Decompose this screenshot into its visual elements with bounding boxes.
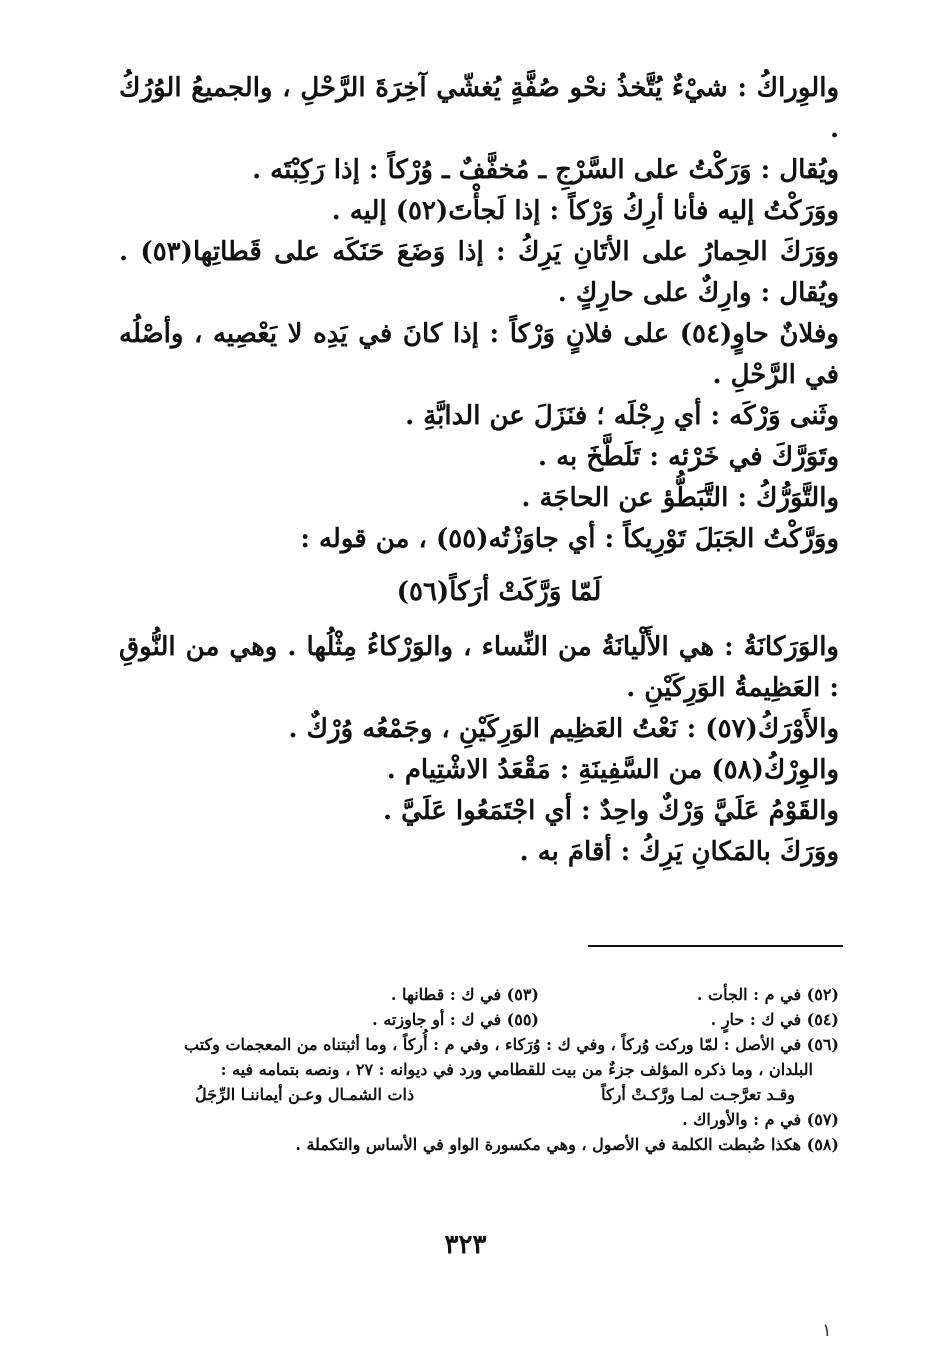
footnote-row — [109, 982, 839, 1007]
paragraph: وثَنى وَرْكَه : أي رِجْلَه ؛ فنَزَلَ عن الدابَّةِ . — [405, 401, 839, 431]
verse-second-hemistich: ذات الشمـال وعـن أيماننـا الرِّجَلُ — [195, 1085, 415, 1104]
footnote-54: (٥٤) في ك : حارٍ . — [710, 1010, 839, 1029]
paragraph: والوَرَكانَةُ : هي الأَلْيانَةُ من النِّساء ، والوَرْكاءُ مِثْلُها . وهي من النُّوقِ : العَظِيمةُ الوَرِكَيْنِ . — [119, 632, 839, 703]
verse-quote: لَمّا وَرَّكَتْ أرَكاً(٥٦) — [396, 577, 602, 607]
paragraph: ويُقال : وَرَكْتُ على السَّرْجِ ـ مُخفَّفٌ ـ وُرْكاً : إذا رَكِبْتَه . — [252, 155, 839, 185]
paragraph: والقَوْمُ عَلَيَّ وَرْكٌ واحِدٌ : أي اجْتَمَعُوا عَلَيَّ . — [382, 796, 839, 826]
paragraph: والوِراكُ : شيْءٌ يُتَّخذُ نحْو صُفَّةٍ يُغشّي آخِرَةَ الرَّحْلِ ، والجميعُ الوُرُكُ . — [119, 73, 839, 144]
main-text — [119, 68, 839, 873]
paragraph: والوِرْكُ(٥٨) من السَّفِينَةِ : مَقْعَدُ الاشْتِيام . — [386, 755, 839, 785]
footnote-52: (٥٢) في م : الجأت . — [696, 985, 839, 1004]
footnote-56-continued: البلدان ، وما ذكره المؤلف جزءٌ من بيت للقطامي ورد في ديوانه : ٢٧ ، ونصه بتمامه فيه : — [220, 1060, 813, 1079]
paragraph: ووَرَكَ الحِمارُ على الأتَانِ يَرِكُ : إذا وَضَعَ حَنَكَه على قَطاتِها(٥٣) . ويُقال : وارِكٌ على حارِكٍ . — [119, 237, 839, 308]
paragraph: ووَرَّكْتُ الجَبَلَ تَوْرِيكاً : أي جاوَزْتُه(٥٥) ، من قوله : — [300, 524, 839, 554]
footnote-53: (٥٣) في ك : قطانها . — [390, 985, 539, 1004]
footnote-divider — [588, 945, 843, 947]
footnote-verse — [109, 1082, 839, 1107]
footnotes — [109, 982, 839, 1157]
corner-mark: ١ — [822, 1320, 832, 1341]
page-number: ٣٢٣ — [444, 1230, 487, 1260]
paragraph: ووَرَكْتُ إليه فأنا أرِكُ وَرْكاً : إذا لَجأْتَ(٥٢) إليه . — [331, 196, 839, 226]
paragraph: والأَوْرَكُ(٥٧) : نَعْتُ العَظِيم الوَرِكَيْنِ ، وجَمْعُه وُرْكٌ . — [288, 714, 839, 744]
paragraph: والتَّوَرُّكُ : التَّبَطُّؤ عن الحاجَة . — [521, 483, 839, 513]
paragraph: وفلانٌ حاوٍ(٥٤) على فلانٍ وَرْكاً : إذا كانَ في يَدِه لا يَعْصِيه ، وأصْلُه في الرَّحْلِ . — [119, 319, 839, 390]
footnote-56: (٥٦) في الأصل : لمّا وركت وُركاً ، وفي ك : وُرَكاء ، وفي م : أُركاً ، وما أثبتناه من المعجمات وكتب — [184, 1035, 839, 1054]
footnote-55: (٥٥) في ك : أو جاوزته . — [372, 1010, 539, 1029]
paragraph: ووَرَكَ بالمَكانِ يَرِكُ : أقامَ به . — [519, 837, 839, 867]
footnote-57: (٥٧) في م : والأوراك . — [682, 1110, 839, 1129]
paragraph: وتَوَرَّكَ في خَرْئه : تَلَطَّخَ به . — [538, 442, 839, 472]
footnote-58: (٥٨) هكذا ضُبطت الكلمة في الأصول ، وهي مكسورة الواو في الأساس والتكملة . — [295, 1135, 839, 1154]
verse-first-hemistich: وقـد تعرَّجـت لمـا ورَّكـتْ أركاً — [601, 1085, 795, 1104]
footnote-row — [109, 1007, 839, 1032]
